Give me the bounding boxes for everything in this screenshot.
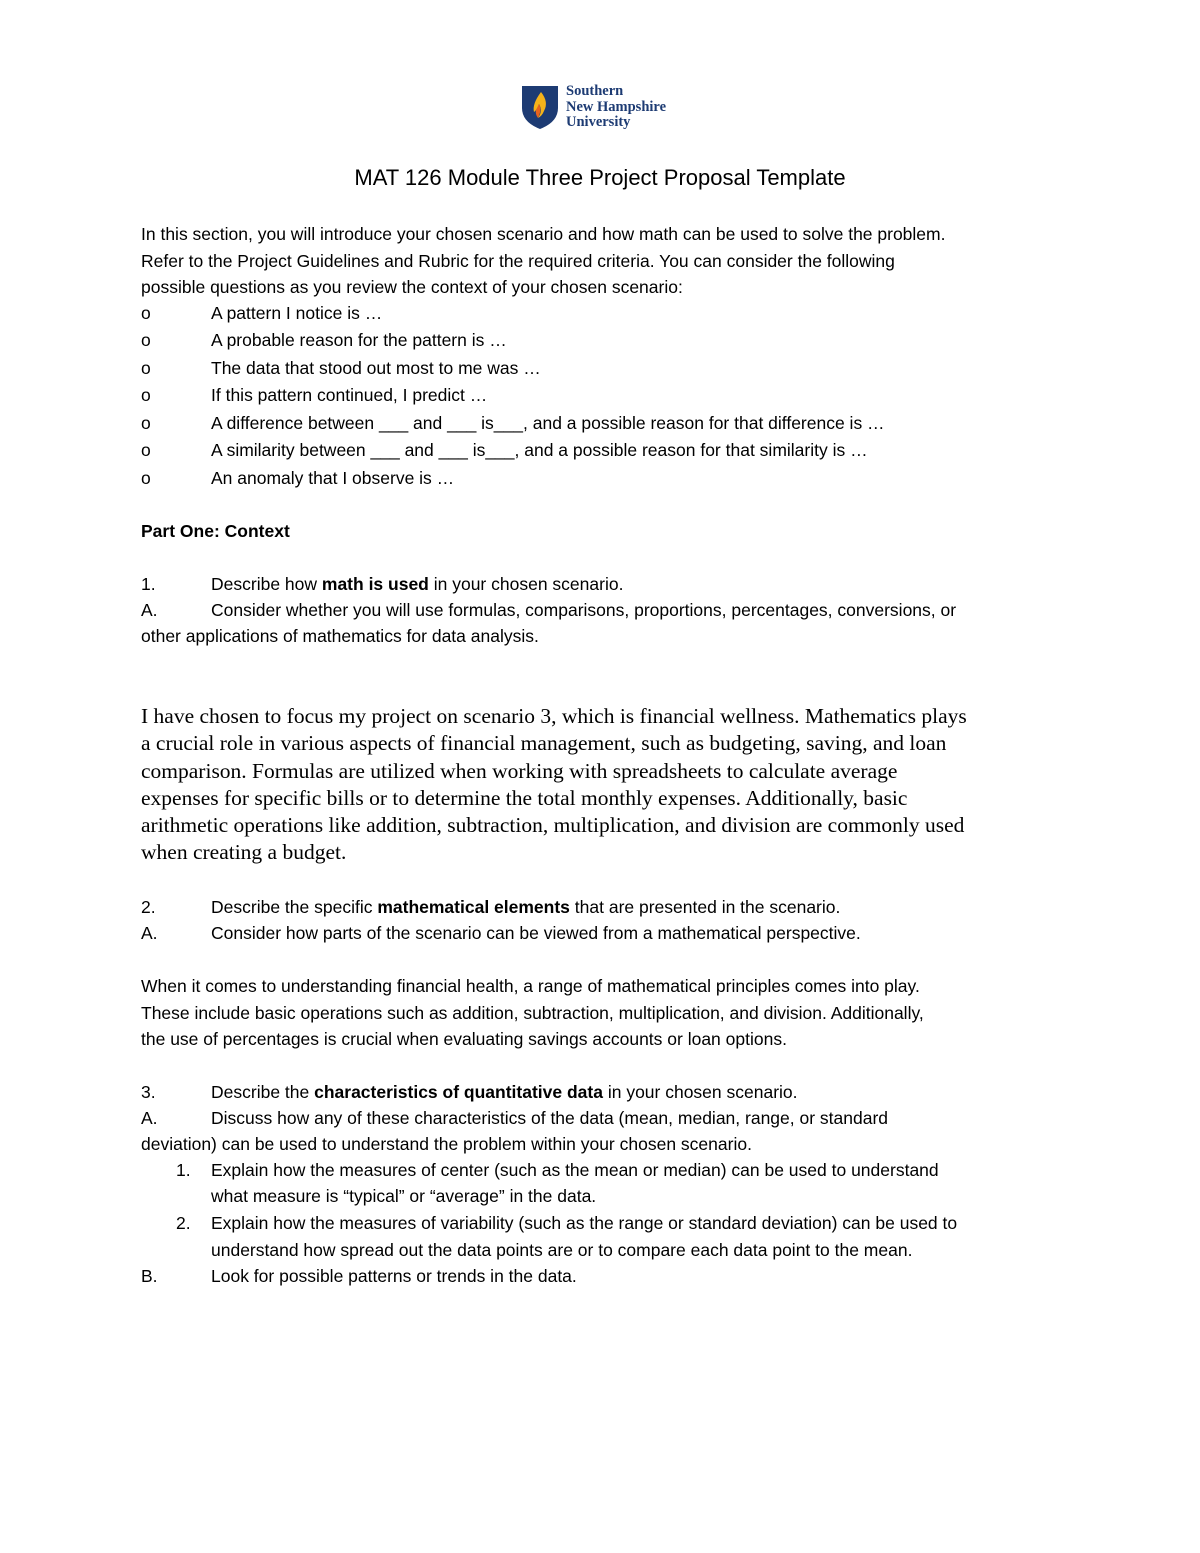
subpoint-text: Consider whether you will use formulas, comparisons, proportions, percentages, conversions, or [211, 600, 957, 620]
bullet-marker: o [141, 303, 151, 323]
prompt-text: A similarity between ___ and ___ is___, and a possible reason for that similarity is … [211, 440, 868, 460]
question-text-post: in your chosen scenario. [602, 1082, 798, 1102]
prompt-text: A difference between ___ and ___ is___, and a possible reason for that difference is … [211, 413, 885, 433]
sub-item-text: Explain how the measures of center (such as the mean or median) can be used to understand [211, 1160, 939, 1180]
subpoint-text: Discuss how any of these characteristics of the data (mean, median, range, or standard [211, 1108, 889, 1128]
answer-2 [141, 973, 1071, 1053]
question-text-pre: Describe how [211, 574, 322, 594]
bullet-marker: o [141, 468, 151, 488]
prompt-text: A pattern I notice is … [211, 303, 383, 323]
sub-item-marker: 1. [176, 1160, 191, 1180]
subpoint-continuation: deviation) can be used to understand the problem within your chosen scenario. [141, 1134, 752, 1154]
university-name [566, 84, 666, 131]
question-text-bold: mathematical elements [377, 897, 570, 917]
subpoint-marker: A. [141, 923, 158, 943]
subpoint-continuation: other applications of mathematics for data analysis. [141, 626, 539, 646]
question-text-pre: Describe the [211, 1082, 315, 1102]
subpoint-marker: B. [141, 1266, 158, 1286]
intro-paragraph [141, 221, 1071, 301]
subpoint-text: Look for possible patterns or trends in the data. [211, 1266, 577, 1286]
question-text [211, 571, 623, 598]
snhu-logo [520, 84, 690, 134]
sub-item-text: what measure is “typical” or “average” in the data. [211, 1186, 597, 1206]
page-title: MAT 126 Module Three Project Proposal Template [354, 165, 846, 190]
question-text [211, 894, 840, 921]
logo-line-university: University [566, 114, 631, 130]
sub-item-text: understand how spread out the data points are or to compare each data point to the mean. [211, 1240, 913, 1260]
prompt-text: A probable reason for the pattern is … [211, 330, 507, 350]
intro-line: Refer to the Project Guidelines and Rubric for the required criteria. You can consider the following [141, 250, 895, 271]
prompt-text: An anomaly that I observe is … [211, 468, 455, 488]
intro-line: possible questions as you review the context of your chosen scenario: [141, 277, 683, 297]
sub-item-text: Explain how the measures of variability (such as the range or standard deviation) can be used to [211, 1213, 958, 1233]
question-text-bold: characteristics of quantitative data [314, 1082, 603, 1102]
question-text-post: in your chosen scenario. [428, 574, 624, 594]
shield-flame-icon [520, 84, 560, 130]
answer-line: arithmetic operations like addition, subtraction, multiplication, and division are commonly used [141, 813, 965, 838]
answer-line: the use of percentages is crucial when evaluating savings accounts or loan options. [141, 1029, 787, 1049]
subpoint-marker: A. [141, 600, 158, 620]
prompt-text: The data that stood out most to me was … [211, 358, 541, 378]
answer-line: a crucial role in various aspects of financial management, such as budgeting, saving, and loan [141, 731, 947, 756]
answer-line: These include basic operations such as addition, subtraction, multiplication, and division. Additionally, [141, 1002, 924, 1023]
answer-line: When it comes to understanding financial health, a range of mathematical principles comes into play. [141, 976, 920, 996]
question-number: 3. [141, 1082, 156, 1102]
answer-1 [141, 703, 1071, 867]
subpoint-text: Consider how parts of the scenario can be viewed from a mathematical perspective. [211, 923, 861, 943]
question-text-post: that are presented in the scenario. [569, 897, 841, 917]
bullet-marker: o [141, 358, 151, 378]
bullet-marker: o [141, 385, 151, 405]
answer-line: comparison. Formulas are utilized when working with spreadsheets to calculate average [141, 758, 898, 783]
logo-line-southern: Southern [566, 83, 624, 99]
prompt-text: If this pattern continued, I predict … [211, 385, 488, 405]
answer-line: when creating a budget. [141, 840, 347, 865]
section-heading: Part One: Context [141, 521, 290, 541]
logo-line-new-hampshire: New Hampshire [566, 98, 667, 115]
subpoint-marker: A. [141, 1108, 158, 1128]
question-text-bold: math is used [321, 574, 429, 594]
bullet-marker: o [141, 440, 151, 460]
answer-line: I have chosen to focus my project on scenario 3, which is financial wellness. Mathematics plays [141, 704, 967, 728]
question-number: 2. [141, 897, 156, 917]
answer-line: expenses for specific bills or to determine the total monthly expenses. Additionally, basic [141, 785, 908, 810]
question-text-pre: Describe the specific [211, 897, 378, 917]
question-text [211, 1079, 798, 1106]
intro-line: In this section, you will introduce your chosen scenario and how math can be used to solve the problem. [141, 224, 946, 244]
question-number: 1. [141, 574, 156, 594]
bullet-marker: o [141, 413, 151, 433]
sub-item-marker: 2. [176, 1213, 191, 1233]
bullet-marker: o [141, 330, 151, 350]
